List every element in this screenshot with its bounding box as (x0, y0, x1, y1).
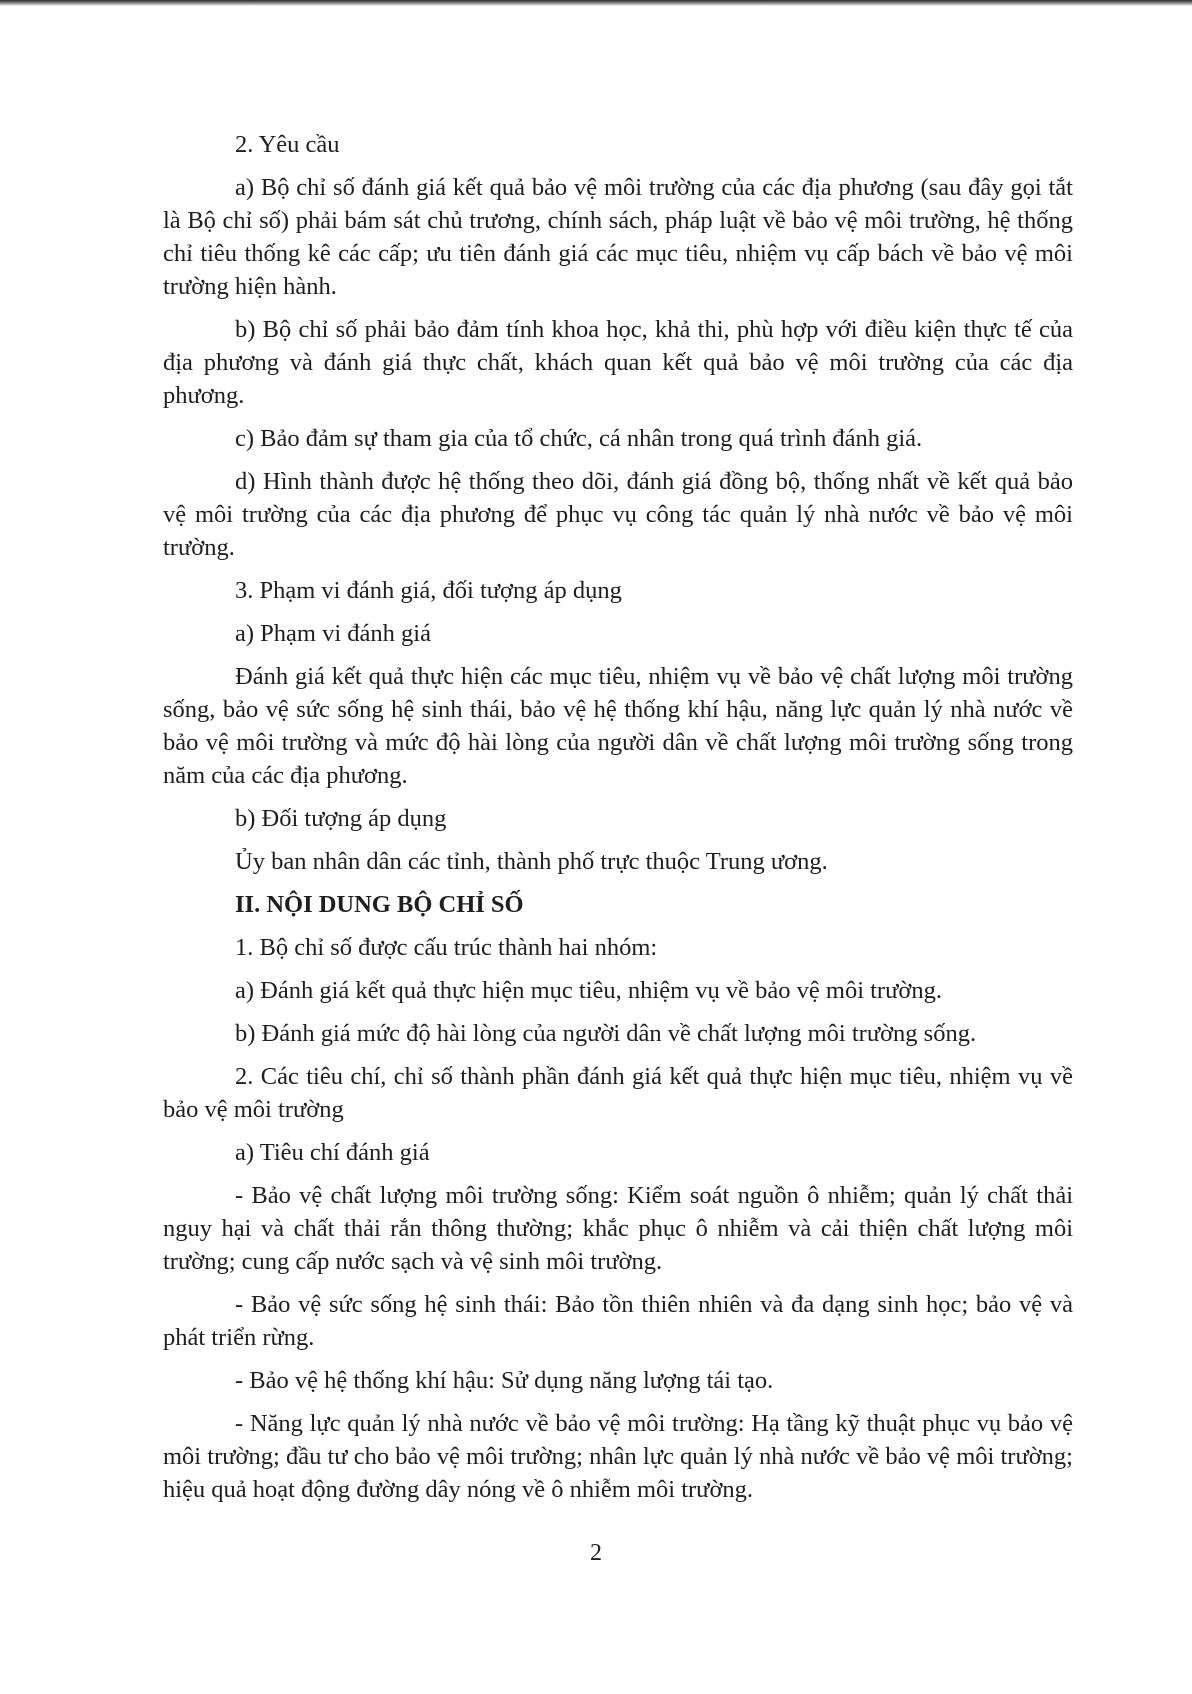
paragraph-structure: 1. Bộ chỉ số được cấu trúc thành hai nhóm: (235, 934, 658, 961)
subheading-scope: a) Phạm vi đánh giá (235, 620, 431, 647)
paragraph-applicable-entities: Ủy ban nhân dân các tỉnh, thành phố trực thuộc Trung ương. (235, 848, 828, 875)
document-body (163, 128, 1073, 1516)
paragraph-scope: Đánh giá kết quả thực hiện các mục tiêu, nhiệm vụ về bảo vệ chất lượng môi trường sống, bảo vệ sức sống hệ sinh thái, bảo vệ hệ thống khí hậu, năng lực quản lý nhà nước về bảo vệ môi trường và mức độ hài lòng của người dân về chất lượng môi trường sống trong năm của các địa phương. (163, 663, 1073, 789)
paragraph-requirement-b: b) Bộ chỉ số phải bảo đảm tính khoa học, khả thi, phù hợp với điều kiện thực tế của địa phương và đánh giá thực chất, khách quan kết quả bảo vệ môi trường của các địa phương. (163, 316, 1073, 409)
subheading-criteria: a) Tiêu chí đánh giá (235, 1139, 430, 1166)
page-number: 2 (590, 1540, 602, 1566)
bullet-ecosystem: - Bảo vệ sức sống hệ sinh thái: Bảo tồn thiên nhiên và đa dạng sinh học; bảo vệ và phát triển rừng. (163, 1291, 1073, 1351)
paragraph-requirement-c: c) Bảo đảm sự tham gia của tổ chức, cá nhân trong quá trình đánh giá. (235, 425, 923, 452)
section-heading-criteria: 2. Các tiêu chí, chỉ số thành phần đánh giá kết quả thực hiện mục tiêu, nhiệm vụ về bảo vệ môi trường (163, 1063, 1073, 1123)
section-heading-requirements: 2. Yêu cầu (235, 131, 340, 158)
paragraph-group-b: b) Đánh giá mức độ hài lòng của người dân về chất lượng môi trường sống. (235, 1020, 977, 1047)
scan-edge (0, 0, 1192, 6)
paragraph-requirement-d: d) Hình thành được hệ thống theo dõi, đánh giá đồng bộ, thống nhất về kết quả bảo vệ môi trường của các địa phương để phục vụ công tác quản lý nhà nước về bảo vệ môi trường. (163, 468, 1073, 561)
bullet-management-capacity: - Năng lực quản lý nhà nước về bảo vệ môi trường: Hạ tầng kỹ thuật phục vụ bảo vệ môi trường; đầu tư cho bảo vệ môi trường; nhân lực quản lý nhà nước về bảo vệ môi trường; hiệu quả hoạt động đường dây nóng về ô nhiễm môi trường. (163, 1410, 1073, 1503)
paragraph-requirement-a: a) Bộ chỉ số đánh giá kết quả bảo vệ môi trường của các địa phương (sau đây gọi tắt là Bộ chỉ số) phải bám sát chủ trương, chính sách, pháp luật về bảo vệ môi trường, hệ thống chỉ tiêu thống kê các cấp; ưu tiên đánh giá các mục tiêu, nhiệm vụ cấp bách về bảo vệ môi trường hiện hành. (163, 174, 1073, 300)
bullet-living-environment: - Bảo vệ chất lượng môi trường sống: Kiểm soát nguồn ô nhiễm; quản lý chất thải nguy hại và chất thải rắn thông thường; khắc phục ô nhiễm và cải thiện chất lượng môi trường; cung cấp nước sạch và vệ sinh môi trường. (163, 1182, 1073, 1275)
paragraph-group-a: a) Đánh giá kết quả thực hiện mục tiêu, nhiệm vụ về bảo vệ môi trường. (235, 977, 942, 1004)
subheading-applicable-entities: b) Đối tượng áp dụng (235, 805, 447, 832)
chapter-heading-content: II. NỘI DUNG BỘ CHỈ SỐ (235, 891, 524, 918)
section-heading-scope: 3. Phạm vi đánh giá, đối tượng áp dụng (235, 577, 622, 604)
bullet-climate: - Bảo vệ hệ thống khí hậu: Sử dụng năng lượng tái tạo. (235, 1367, 774, 1394)
